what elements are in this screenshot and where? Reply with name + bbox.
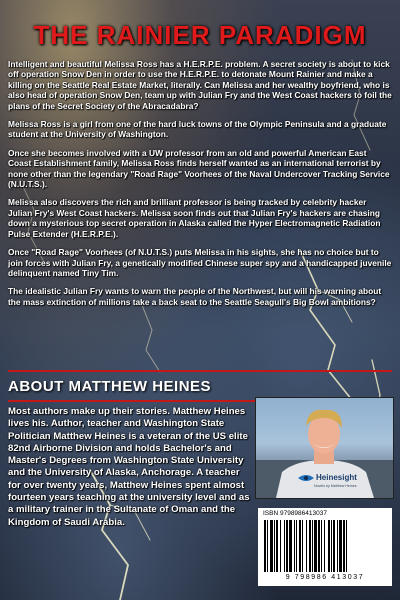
barcode-bar: [309, 520, 311, 572]
section-divider-top: [8, 370, 392, 372]
barcode-bar: [274, 520, 275, 572]
blurb-paragraph: Once "Road Rage" Voorhees (of N.U.T.S.) puts Melissa in his sights, she has no choice but to join forces with Julian Fry, a genetically modified Chinese super spy and a handicapped juvenile delinquent named Tiny Tim.: [8, 247, 392, 278]
isbn-label: ISBN 9798986413037: [263, 510, 327, 517]
isbn-digits: 9 798986 413037: [285, 574, 365, 581]
barcode-bar: [306, 520, 307, 572]
barcode-bar: [337, 520, 338, 572]
barcode-bar: [280, 520, 281, 572]
shirt-tagline-text: Novels by Matthew Heines: [314, 484, 357, 488]
isbn-barcode: [258, 508, 392, 586]
barcode-bar: [331, 520, 332, 572]
barcode-bar: [343, 520, 345, 572]
barcode-bar: [314, 520, 317, 572]
barcode-bar: [267, 520, 268, 572]
barcode-bar: [286, 520, 288, 572]
barcode-bar: [289, 520, 292, 572]
blurb-paragraph: Melissa Ross is a girl from one of the hard luck towns of the Olympic Peninsula and a graduate student at the University of Washington.: [8, 119, 387, 140]
barcode-bar: [264, 520, 266, 572]
blurb-paragraph: Intelligent and beautiful Melissa Ross has a H.E.R.P.E. problem. A secret society is about to kick off operation Snow Den in order to use the H.E.R.P.E. to detonate Mount Rainier and make a killing on the Seattle Real Estate Market, literally. Can Melissa and her wealthy boyfriend, who is also head of operation Snow Den, team up with Julian Fry and the West Coast hackers to foil the plans of the Secret Society of the Abracadabra?: [8, 59, 392, 111]
book-title: THE RAINIER PARADIGM: [33, 20, 367, 50]
barcode-bar: [276, 520, 278, 572]
barcode-bars: [264, 520, 386, 572]
shirt-logo-text: Heinesight: [316, 473, 357, 482]
barcode-bar: [302, 520, 303, 572]
author-portrait-illustration: [256, 398, 393, 498]
barcode-bar: [296, 520, 297, 572]
barcode-bar: [299, 520, 301, 572]
barcode-bar: [333, 520, 335, 572]
barcode-bar: [346, 520, 347, 572]
about-author-heading: ABOUT MATTHEW HEINES: [8, 378, 212, 395]
blurb-paragraph: The idealistic Julian Fry wants to warn the people of the Northwest, but will his warning about the mass extinction of millions take a back seat to the Seattle Seagull's Big Bowl ambitions?: [8, 286, 382, 307]
barcode-bar: [339, 520, 342, 572]
barcode-bar: [324, 520, 325, 572]
book-blurb: [8, 59, 392, 315]
blurb-paragraph: Once she becomes involved with a UW professor from an old and powerful American East Coast Establishment family, Melissa Ross finds herself wanted as an international terrorist by none other than the legendary "Road Rage" Voorhees of the Naval Undercover Tracking Service (N.U.T.S.).: [8, 147, 390, 190]
barcode-bar: [321, 520, 322, 572]
barcode-bar: [312, 520, 313, 572]
barcode-bar: [270, 520, 273, 572]
blurb-paragraph: Melissa also discovers the rich and brilliant professor is being tracked by celebrity hacker Julian Fry's West Coast hackers. Melissa soon finds out that Julian Fry's hackers are chasing down a mysterious top secret operation in Alaska called the Hyper Electromagnetic Radiation Pulse Extender (H.E.R.P.E.).: [8, 197, 381, 239]
barcode-bar: [318, 520, 320, 572]
author-bio: Most authors make up their stories. Matthew Heines lives his. Author, teacher and Washington State Politician Matthew Heines is a veteran of the US elite 82nd Airborne Division and holds Bachelor's and Master's Degrees from Washington State University and the University of Alaska, Anchorage. A teacher for over twenty years, Matthew Heines spent almost fourteen years teaching at the university level and as a military trainer in the Sultanate of Oman and the Kingdom of Saudi Arabia.: [8, 406, 250, 528]
barcode-bar: [294, 520, 295, 572]
barcode-bar: [328, 520, 330, 572]
author-photo: [255, 397, 394, 499]
barcode-bar: [284, 520, 285, 572]
